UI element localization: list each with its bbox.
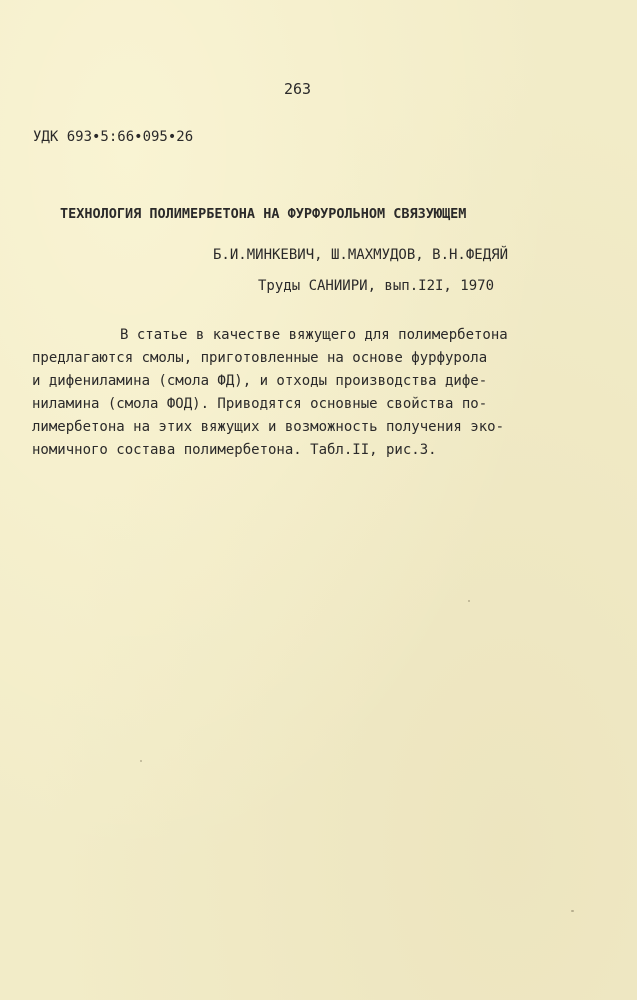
abstract-line: лимербетона на этих вяжущих и возможность получения эко- [32,419,505,435]
article-title: ТЕХНОЛОГИЯ ПОЛИМЕРБЕТОНА НА ФУРФУРОЛЬНОМ СВЯЗУЮЩЕМ [60,206,467,222]
article-authors: Б.И.МИНКЕВИЧ, Ш.МАХМУДОВ, В.Н.ФЕДЯЙ [213,247,509,263]
paper-speck [571,910,574,912]
abstract-line: предлагаются смолы, приготовленные на основе фурфурола [32,350,488,366]
paper-speck [140,760,142,762]
abstract-line: В статье в качестве вяжущего для полимербетона [120,327,508,343]
page-number: 263 [284,80,312,98]
abstract-line: ниламина (смола ФОД). Приводятся основные свойства по- [32,396,488,412]
paper-speck [468,600,470,602]
abstract-line: и дифениламина (смола ФД), и отходы производства дифе- [32,373,488,389]
article-source: Труды САНИИРИ, вып.I2I, 1970 [258,278,495,294]
udk-code: УДК 693•5:66•095•26 [33,129,194,145]
abstract-line: номичного состава полимербетона. Табл.II, рис.3. [32,442,437,458]
abstract [32,324,592,462]
